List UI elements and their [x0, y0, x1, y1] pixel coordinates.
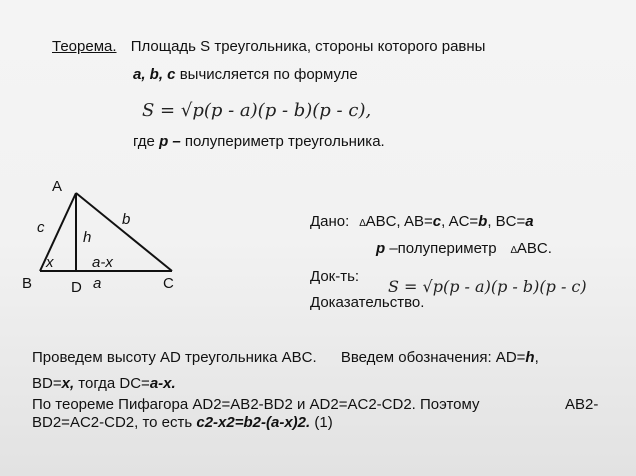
- given-line: [310, 213, 534, 230]
- height-h-label: h: [83, 229, 92, 246]
- proof-line-2a: BD=: [32, 375, 62, 392]
- where-p: p –: [159, 133, 181, 150]
- proof-line-2b: тогда DC=: [74, 375, 150, 392]
- foot-D-label: D: [71, 279, 82, 296]
- prove-label: Док-ть:: [310, 268, 360, 285]
- given-mid1: , AC=: [441, 213, 479, 230]
- theorem-where: [133, 133, 385, 150]
- proof-h: h: [525, 349, 535, 366]
- theorem-line-2: [133, 66, 358, 83]
- proof-line-1b: Введем обозначения: AD=: [340, 349, 526, 366]
- segment-x-label: x: [46, 254, 54, 271]
- vertex-B-label: B: [22, 275, 33, 292]
- given-p: p: [376, 240, 386, 257]
- theorem-title: Теорема.: [52, 38, 117, 55]
- vertex-A-label: A: [52, 178, 63, 195]
- proof-line-3: По теореме Пифагора AD2=AB2-BD2 и AD2=AC2-CD2. Поэтому: [32, 396, 480, 413]
- theorem-line-1: [52, 38, 485, 55]
- where-pre: где: [133, 133, 160, 150]
- side-a-label: a: [93, 275, 102, 292]
- heron-formula-prove: S = √p(p - a)(p - b)(p - c): [388, 277, 587, 296]
- proof-line-4: [32, 414, 333, 431]
- proof-label: Доказательство.: [310, 294, 425, 311]
- proof-ax: a-x.: [149, 375, 176, 392]
- segment-ax-label: a-x: [92, 254, 113, 271]
- triangle-icon: ∆: [359, 218, 366, 229]
- proof-line-2: [32, 375, 176, 392]
- given-p-text: –полупериметр: [385, 240, 497, 257]
- proof-comma: ,: [534, 349, 539, 366]
- proof-line-1a: Проведем высоту AD треугольника ABC.: [32, 349, 317, 366]
- given-c: c: [432, 213, 442, 230]
- given-content: ABC, AB=: [365, 213, 433, 230]
- given-b: b: [478, 213, 488, 230]
- proof-x: x,: [61, 375, 75, 392]
- given-p-line: [376, 240, 552, 257]
- triangle-figure: [35, 185, 235, 295]
- proof-line-3b: AB2-: [565, 396, 599, 413]
- theorem-statement-2: вычисляется по формуле: [175, 66, 358, 83]
- side-b-label: b: [122, 211, 131, 228]
- theorem-sides: a, b, c: [133, 66, 176, 83]
- given-label: Дано:: [310, 213, 350, 230]
- proof-line-4a: BD2=AC2-CD2, то есть: [32, 414, 197, 431]
- theorem-statement: Площадь S треугольника, стороны которого равны: [130, 38, 486, 55]
- proof-eq-number: (1): [310, 414, 333, 431]
- given-a: a: [525, 213, 534, 230]
- side-c-label: c: [37, 219, 45, 236]
- formula-text: S = √p(p - a)(p - b)(p - c),: [142, 100, 372, 121]
- heron-formula-theorem: [142, 100, 371, 121]
- proof-line-1: [32, 349, 539, 366]
- given-mid2: , BC=: [487, 213, 526, 230]
- given-abc: ABC.: [516, 240, 552, 257]
- where-post: полупериметр треугольника.: [180, 133, 385, 150]
- triangle-icon-2: ∆: [510, 245, 517, 256]
- proof-equation: c2-x2=b2-(a-x)2.: [196, 414, 311, 431]
- vertex-C-label: C: [163, 275, 174, 292]
